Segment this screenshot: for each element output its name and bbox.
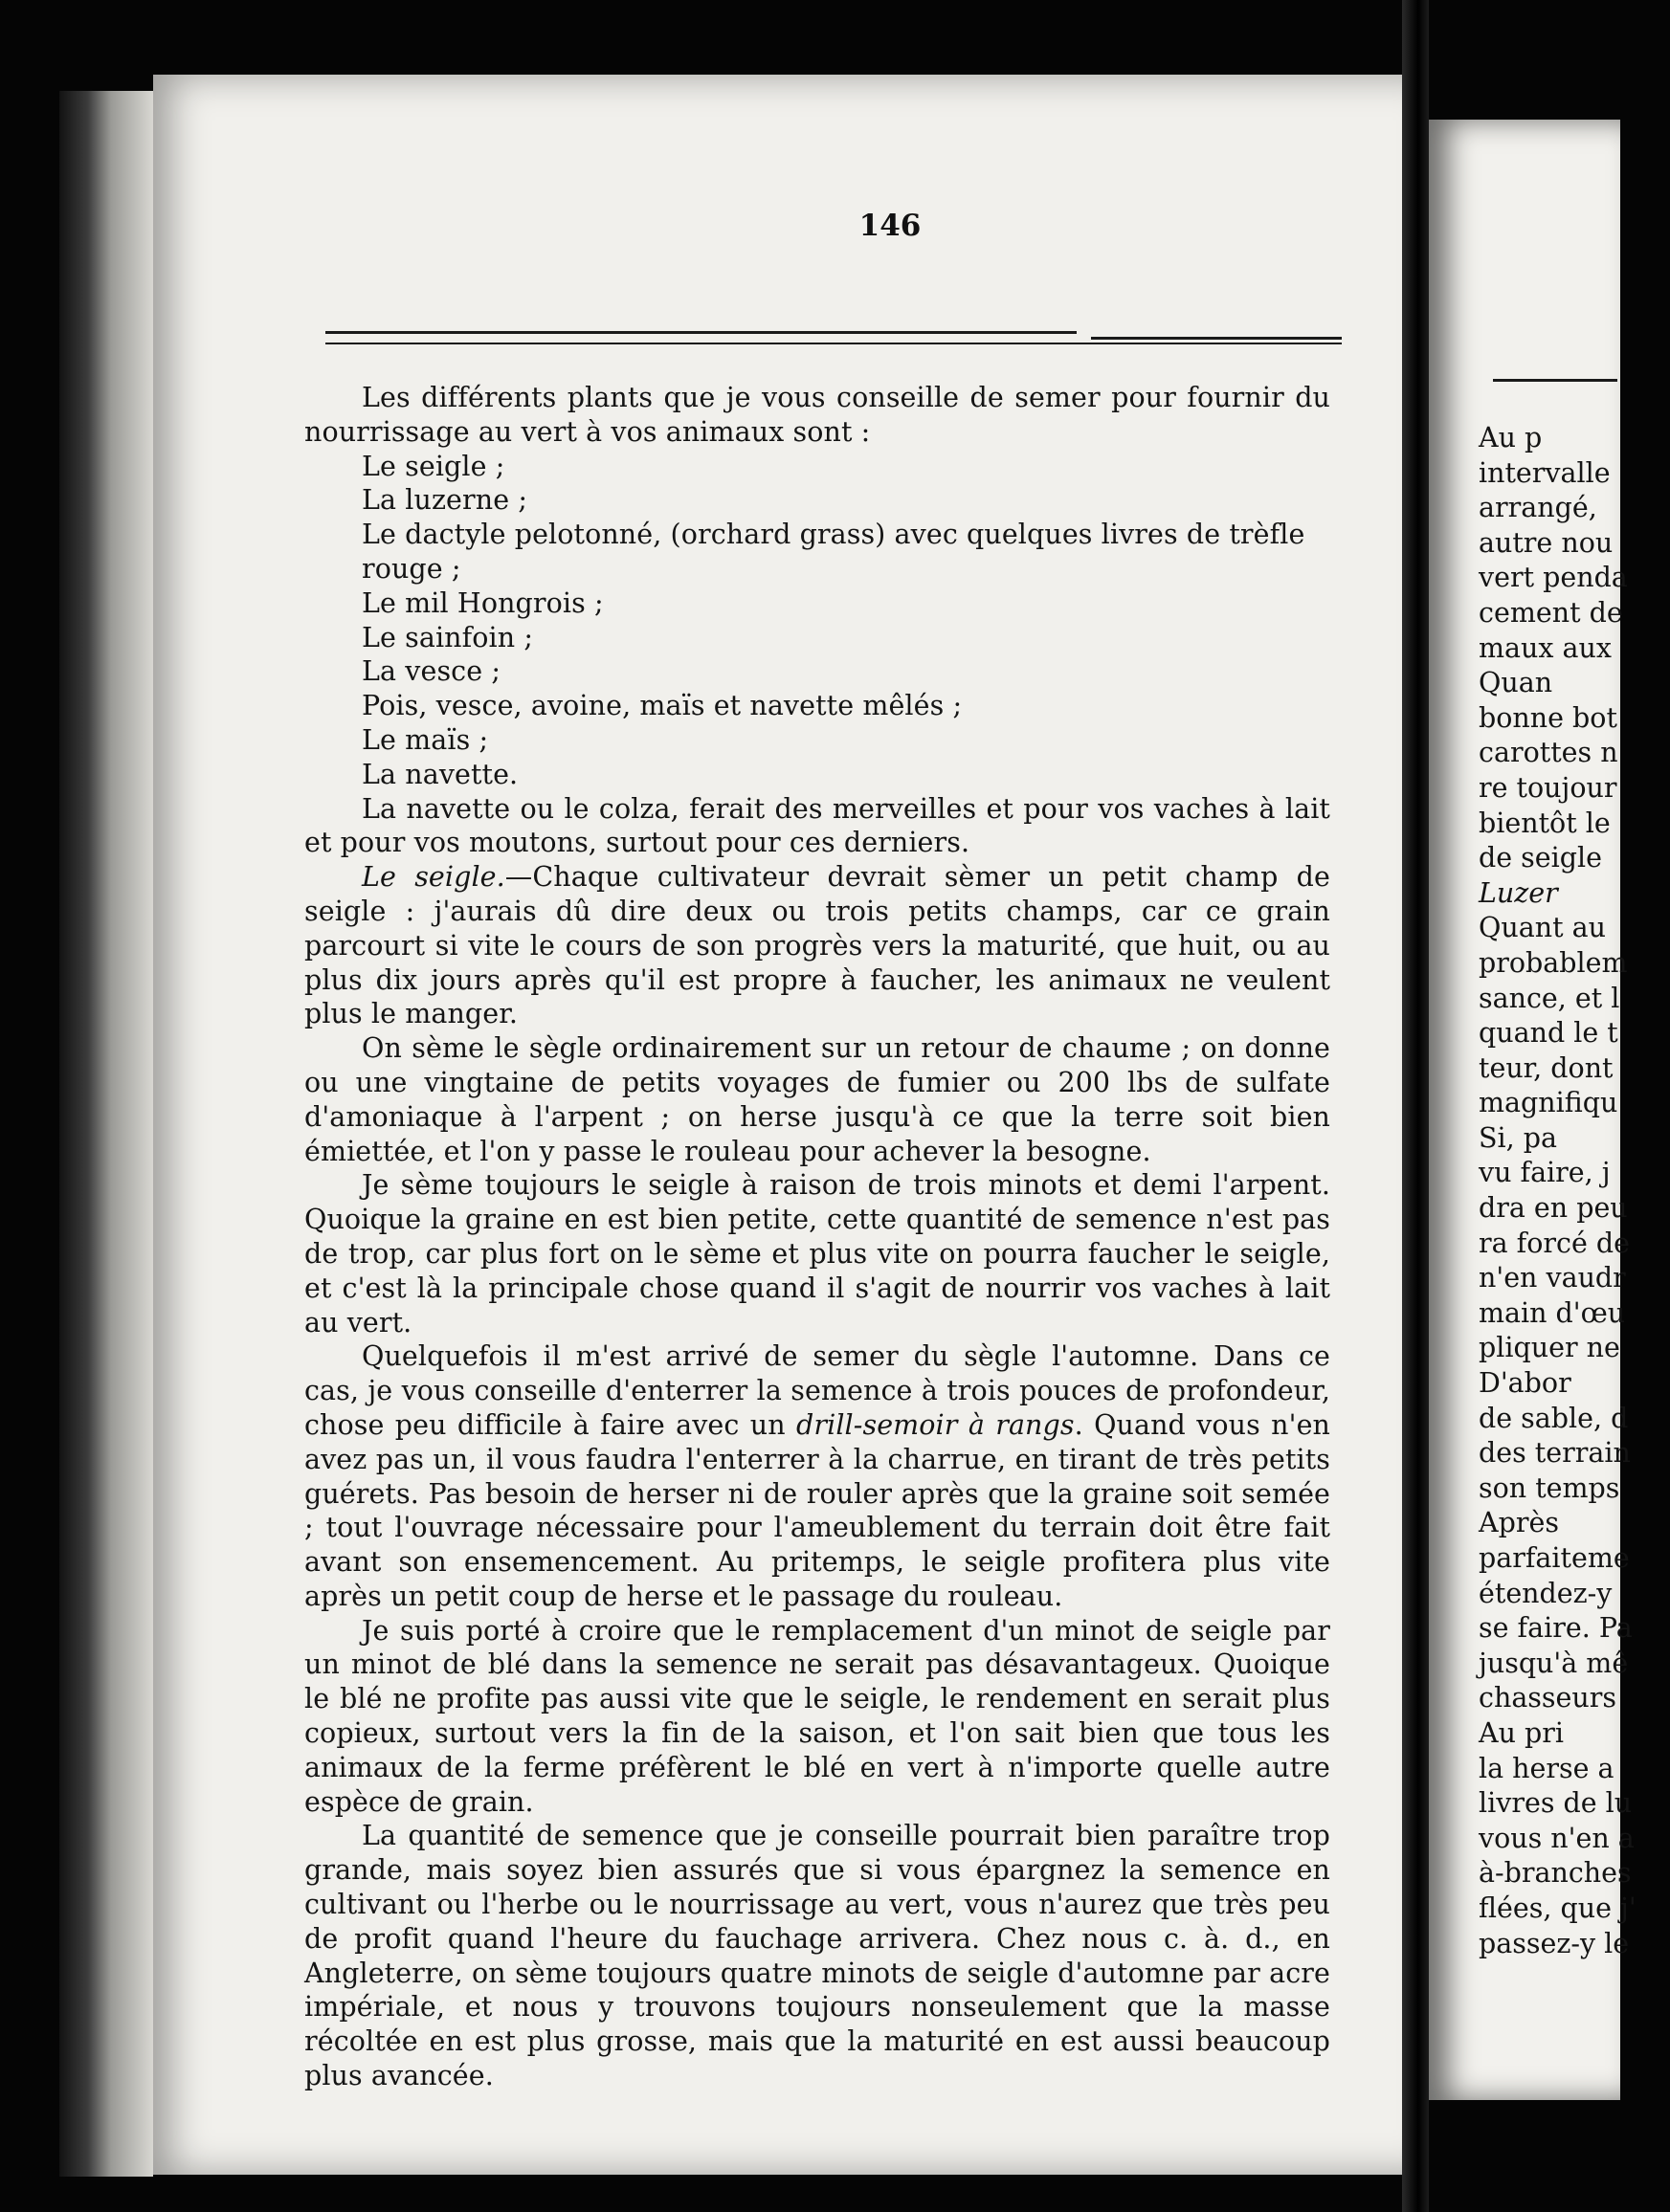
right-page-header-rule [1493,379,1617,382]
right-line: flées, que j' [1479,1891,1637,1924]
right-line: vert penda [1479,562,1628,594]
intro-paragraph: Les différents plants que je vous conseille de semer pour fournir du nourrissage au vert à vos animaux sont : [304,382,1330,448]
right-line: n'en vaudr [1479,1262,1626,1294]
right-line: autre nou [1479,526,1614,559]
list-item: Le seigle ; [362,450,505,482]
right-line: carottes n [1479,737,1618,769]
header-rule-left [325,331,1077,334]
header-rule-thin [325,343,1342,344]
quelquefois-text-a: Quelquefois il m'est arrivé de semer du sègle l'automne. Dans ce cas, je vous conseille d'enterrer la semence à trois pouces de profondeur, chose peu difficile à faire avec un [304,1340,1330,1441]
right-line: Luzer [1479,876,1558,909]
porte-paragraph: Je suis porté à croire que le remplacement d'un minot de seigle par un minot de blé dans la semence ne serait pas désavantageux. Quoique le blé ne profite pas aussi vite que le seigle, le rendement en serait plus copieux, surtout vers la fin de la saison, et l'on sait bien que tous les animaux de la ferme préfèrent le blé en vert à n'importe quelle autre espèce de grain. [304,1614,1330,1818]
right-line: magnifiqu [1479,1087,1618,1119]
list-item: La vesce ; [362,655,501,688]
right-page-body [1479,421,1670,1961]
right-line: maux aux [1479,631,1612,664]
seigle-text: —Chaque cultivateur devrait sèmer un petit champ de seigle : j'aurais dû dire deux ou trois petits champs, car ce grain parcourt si vite le cours de son progrès vers la maturité, que huit, ou au plus dix jours après qu'il est propre à faucher, les animaux ne veulent plus le manger. [304,861,1330,1030]
right-line: de sable, d [1479,1402,1629,1434]
right-line: cement de [1479,596,1623,629]
right-line: jusqu'à mê [1479,1647,1629,1679]
right-line: livres de lu [1479,1787,1633,1820]
right-line: Quant au [1479,912,1606,944]
right-line: teur, dont [1479,1051,1614,1084]
right-line: la herse a [1479,1752,1614,1784]
seme-paragraph: On sème le sègle ordinairement sur un retour de chaume ; on donne ou une vingtaine de petits voyages de fumier ou 200 lbs de sulfate d'amoniaque à l'arpent ; on herse jusqu'à ce que la terre soit bien émiettée, et l'on y passe le rouleau pour achever la besogne. [304,1032,1330,1167]
list-item: Le sainfoin ; [362,621,534,653]
right-line: main d'œu [1479,1296,1626,1329]
list-item: Pois, vesce, avoine, maïs et navette mêlés ; [362,690,963,722]
right-line: Quan [1479,667,1553,699]
right-line: Au p [1479,422,1543,453]
right-line: intervalle [1479,456,1611,489]
list-item: Le mil Hongrois ; [362,586,604,619]
seigle-heading: Le seigle. [362,861,505,894]
seigle-paragraph [304,860,1330,1031]
right-line: quand le t [1479,1017,1618,1050]
left-page-body [304,381,1330,2093]
right-line: ra forcé de [1479,1227,1631,1259]
right-line: sance, et l [1479,982,1620,1014]
right-line: Au pri [1479,1716,1564,1749]
colza-paragraph: La navette ou le colza, ferait des merveilles et pour vos vaches à lait et pour vos moutons, surtout pour ces derniers. [304,792,1330,859]
right-line: dra en peu [1479,1192,1628,1225]
right-line: de seigle [1479,842,1603,874]
right-line: vous n'en a [1479,1822,1635,1854]
toujours-paragraph: Je sème toujours le seigle à raison de trois minots et demi l'arpent. Quoique la graine en est bien petite, cette quantité de semence n'est pas de trop, car plus fort on le sème et plus vite on pourra faucher le seigle, et c'est là la principale chose quand il s'agit de nourrir vos vaches à lait au vert. [304,1169,1330,1338]
right-line: vu faire, j [1479,1157,1611,1189]
right-line: pliquer ne [1479,1332,1620,1364]
quantite-paragraph: La quantité de semence que je conseille pourrait bien paraître trop grande, mais soyez bien assurés que si vous épargnez la semence en cultivant ou l'herbe ou le nourrissage au vert, vous n'aurez que très peu de profit quand l'heure du fauchage arrivera. Chez nous c. à. d., en Angleterre, on sème toujours quatre minots de seigle d'automne par acre impériale, et nous y trouvons toujours nonseulement que la masse récoltée en est plus grosse, mais que la maturité en est aussi beaucoup plus avancée. [304,1820,1330,2092]
header-rule-right [1091,337,1342,340]
page-gutter [1402,0,1429,2212]
right-line: chasseurs [1479,1682,1617,1714]
right-line: son temps [1479,1471,1620,1504]
list-item: La navette. [362,758,519,790]
right-line: passez-y le [1479,1927,1630,1959]
right-line: étendez-y [1479,1577,1613,1609]
right-line: à-branches [1479,1857,1632,1890]
list-item: Le dactyle pelotonné, (orchard grass) avec quelques livres de trèfle rouge ; [362,519,1305,585]
right-line: D'abor [1479,1367,1571,1400]
right-line: bientôt le [1479,807,1611,839]
right-line: Si, pa [1479,1121,1557,1154]
drill-semoir-term: drill-semoir à rangs [796,1408,1075,1441]
book-binding-edge [59,91,153,2177]
quelquefois-paragraph [304,1339,1330,1613]
quelquefois-text-b: . Quand vous n'en avez pas un, il vous faudra l'enterrer à la charrue, en tirant de très petits guérets. Pas besoin de herser ni de rouler après que la graine soit semée ; tout l'ouvrage nécessaire pour l'ameublement du terrain doit être fait avant son ensemencement. Au pritemps, le seigle profitera plus vite après un petit coup de herse et le passage du rouleau. [304,1408,1330,1612]
list-item: La luzerne ; [362,484,528,517]
right-line: Après [1479,1507,1559,1539]
right-line: parfaiteme [1479,1542,1630,1574]
right-line: arrangé, [1479,492,1597,524]
page-number: 146 [858,209,922,243]
right-line: se faire. Pa [1479,1612,1633,1645]
right-line: probablem [1479,946,1628,979]
right-line: bonne bot [1479,701,1617,734]
right-line: des terrain [1479,1437,1631,1470]
right-line: re toujour [1479,771,1617,804]
list-item: Le maïs ; [362,723,489,756]
